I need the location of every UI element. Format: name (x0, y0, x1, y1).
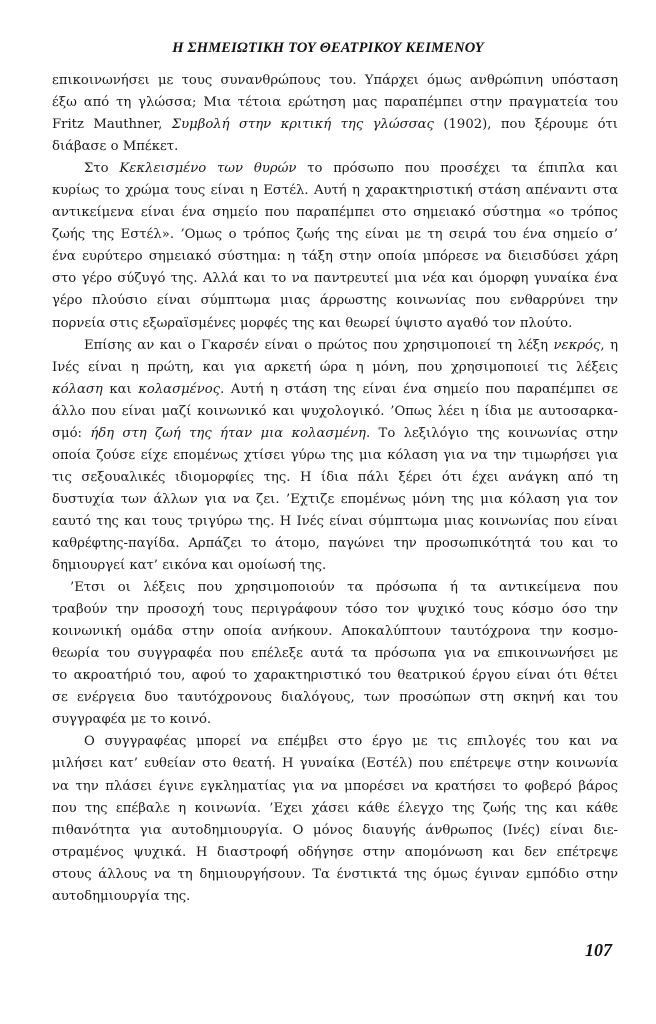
text-run: άλλο που είναι μαζί κοινωνικό και ψυχολογικό. ’Οπως λέει η ίδια με αυτοσαρκα- (52, 403, 618, 419)
text-run: ένα ευρύτερο σημειακό σύστημα: η τάξη στην οποία μπόρεσε να διεισδύσει χάρη (52, 249, 618, 265)
text-line (52, 864, 618, 886)
text-line (52, 357, 618, 379)
text-run: εαυτό της και τους τριγύρω της. Η Ινές είναι σύμπτωμα μιας κοινωνίας που είναι (52, 513, 618, 529)
text-run: σμό: (52, 425, 91, 441)
text-line (52, 776, 618, 798)
text-line (52, 445, 618, 467)
text-run: το ακροατήριό του, αφού το χαρακτηριστικό του θεατρικού έργου είναι ότι θέτει (52, 668, 618, 684)
text-run: κοινωνική ομάδα στην οποία ανήκουν. Αποκαλύπτουν ταυτόχρονα την κοσμο- (52, 624, 618, 640)
text-run: . Το λεξιλόγιο της κοινωνίας στην (365, 425, 618, 441)
text-run: θεωρία του συγγραφέα που επέλεξε αυτά τα πρόσωπα για να επικοινωνήσει με (52, 646, 618, 662)
italic-text: ήδη στη ζωή της ήταν μια κολασμένη (90, 425, 366, 441)
text-line (52, 313, 618, 335)
text-run: σε ενέργεια δυο ταυτόχρονους διαλόγους, των προσώπων στη σκηνή και του (52, 690, 618, 706)
text-line (52, 136, 618, 158)
paragraph (52, 335, 618, 578)
text-line (52, 401, 618, 423)
text-run: πιθανότητα για αυτοδημιουργία. Ο μόνος διαυγής άνθρωπος (Ινές) είναι διε- (52, 822, 618, 838)
text-line (52, 665, 618, 687)
text-run: αυτοδημιουργία της. (52, 888, 191, 904)
text-line (52, 621, 618, 643)
text-line (52, 555, 618, 577)
text-run: μιλήσει κατ’ ευθείαν στο θεατή. Η γυναίκα (Εστέλ) που επέτρεψε στην κοινωνία (52, 756, 618, 772)
paragraph (52, 577, 618, 731)
text-run: επικοινωνήσει με τους συνανθρώπους του. Υπάρχει όμως ανθρώπινη υπόσταση (52, 73, 618, 88)
italic-text: κολασμένος (138, 381, 221, 397)
text-run: στους άλλους να τη δημιουργήσουν. Τα ένστικτά της όμως έγιναν εμπόδιο στην (52, 866, 618, 882)
text-run: στραμένος ψυχικά. Η διαστροφή οδήγησε στην απομόνωση και δεν επέτρεψε (52, 844, 618, 860)
paragraph (52, 731, 618, 907)
text-line (52, 489, 618, 511)
text-line (52, 158, 618, 180)
text-line (52, 202, 618, 224)
text-run: Ο συγγραφέας μπορεί να επέμβει στο έργο με τις επιλογές του και να (84, 734, 618, 750)
text-run: δυστυχία των άλλων για να ζει. ’Εχτιζε επομένως μόνη της μια κόλαση για τον (52, 491, 618, 507)
text-run: που της επέβαλε η κοινωνία. ’Εχει χάσει κάθε έλεγχο της ζωής της και κάθε (52, 800, 618, 816)
text-run: Fritz Mauthner, (52, 117, 172, 133)
text-line (52, 246, 618, 268)
text-line (52, 886, 618, 908)
text-line (52, 92, 618, 114)
text-run: διάβασε ο Μπέκετ. (52, 139, 179, 155)
text-run: πορνεία στις εξωραϊσμένες μορφές της και θεωρεί ύψιστο αγαθό τον πλούτο. (52, 315, 573, 331)
body-text (52, 70, 618, 908)
text-line (52, 114, 618, 136)
text-line (52, 731, 618, 753)
text-run: . Αυτή η στάση της είναι ένα σημείο που παραπέμπει σε (220, 381, 618, 397)
text-run: Ινές είναι η πρώτη, και για αρκετή ώρα η μόνη, που χρησιμοποιεί τις λέξεις (52, 359, 618, 375)
text-run: τις σεξουαλικές ιδιομορφίες της. Η ίδια πάλι ξέρει ότι έχει ανάγκη από τη (52, 469, 618, 485)
text-line (52, 423, 618, 445)
text-run: κυρίως το χρώμα τους είναι η Εστέλ. Αυτή η χαρακτηριστική στάση απέναντι στα (52, 183, 618, 199)
text-run: καθρέφτης-παγίδα. Αρπάζει το άτομο, παγώνει την προσωπικότητά του και το (52, 535, 618, 551)
text-line (52, 643, 618, 665)
text-run: να την πλάσει έγινε εγκληματίας για να μπορέσει να κρατήσει το φοβερό βάρος (52, 778, 618, 794)
italic-text: νεκρός (553, 337, 601, 353)
text-run: δημιουργεί κατ’ εικόνα και ομοίωσή της. (52, 558, 327, 574)
paragraph (52, 70, 618, 158)
text-line (52, 687, 618, 709)
text-run: (1902), που ξέρουμε ότι (433, 117, 618, 133)
text-run: γέρο πλούσιο είναι σύμπτωμα μιας άρρωστης κοινωνίας που ενθαρρύνει την (52, 293, 618, 309)
text-run: τραβούν την προσοχή τους περιγράφουν τόσο τον ψυχικό τους κόσμο όσο την (52, 602, 618, 618)
text-run: το πρόσωπο που προσέχει τα έπιπλα και (296, 161, 619, 177)
text-line (52, 577, 618, 599)
text-run: και (102, 381, 139, 397)
text-line (52, 335, 618, 357)
text-run: έξω από τη γλώσσα; Μια τέτοια ερώτηση μας παραπέμπει στην πραγματεία του (52, 95, 618, 111)
text-run: Επίσης αν και ο Γκαρσέν είναι ο πρώτος που χρησιμοποιεί τη λέξη (84, 337, 554, 353)
running-head: Η ΣΗΜΕΙΩΤΙΚΗ ΤΟΥ ΘΕΑΤΡΙΚΟΥ ΚΕΙΜΕΝΟΥ (172, 40, 484, 56)
text-run: ζωής της Εστέλ». ’Ομως ο τρόπος ζωής της είναι με τη σειρά του ένα σημείο σ’ (52, 227, 618, 243)
text-line (52, 798, 618, 820)
text-line (52, 268, 618, 290)
text-line (52, 379, 618, 401)
text-line (52, 599, 618, 621)
text-run: συγγραφέα με το κοινό. (52, 712, 212, 728)
text-line (52, 180, 618, 202)
text-line (52, 753, 618, 775)
text-run: , η (600, 337, 619, 353)
text-line (52, 820, 618, 842)
text-run: οποία ζούσε είχε επομένως χτίσει γύρω της μια κόλαση για να την τιμωρήσει για (52, 447, 618, 463)
text-line (52, 709, 618, 731)
paragraph (52, 158, 618, 334)
page-number: 107 (585, 940, 612, 960)
text-line (52, 842, 618, 864)
text-line (52, 290, 618, 312)
text-line (52, 224, 618, 246)
italic-text: κόλαση (52, 381, 103, 397)
text-run: αντικείμενα είναι ένα σημείο που παραπέμπει στο σημειακό σύστημα «ο τρόπος (52, 205, 618, 221)
italic-text: Συμβολή στην κριτική της γλώσσας (171, 117, 434, 133)
text-line (52, 70, 618, 92)
text-line (52, 533, 618, 555)
italic-text: Κεκλεισμένο των θυρών (119, 161, 297, 177)
text-run: ’Ετσι οι λέξεις που χρησιμοποιούν τα πρόσωπα ή τα αντικείμενα που (70, 580, 618, 596)
text-line (52, 467, 618, 489)
text-line (52, 511, 618, 533)
text-run: Στο (84, 161, 120, 177)
text-run: στο γέρο σύζυγό της. Αλλά και το να παντρευτεί μια νέα και όμορφη γυναίκα ένα (52, 271, 618, 287)
